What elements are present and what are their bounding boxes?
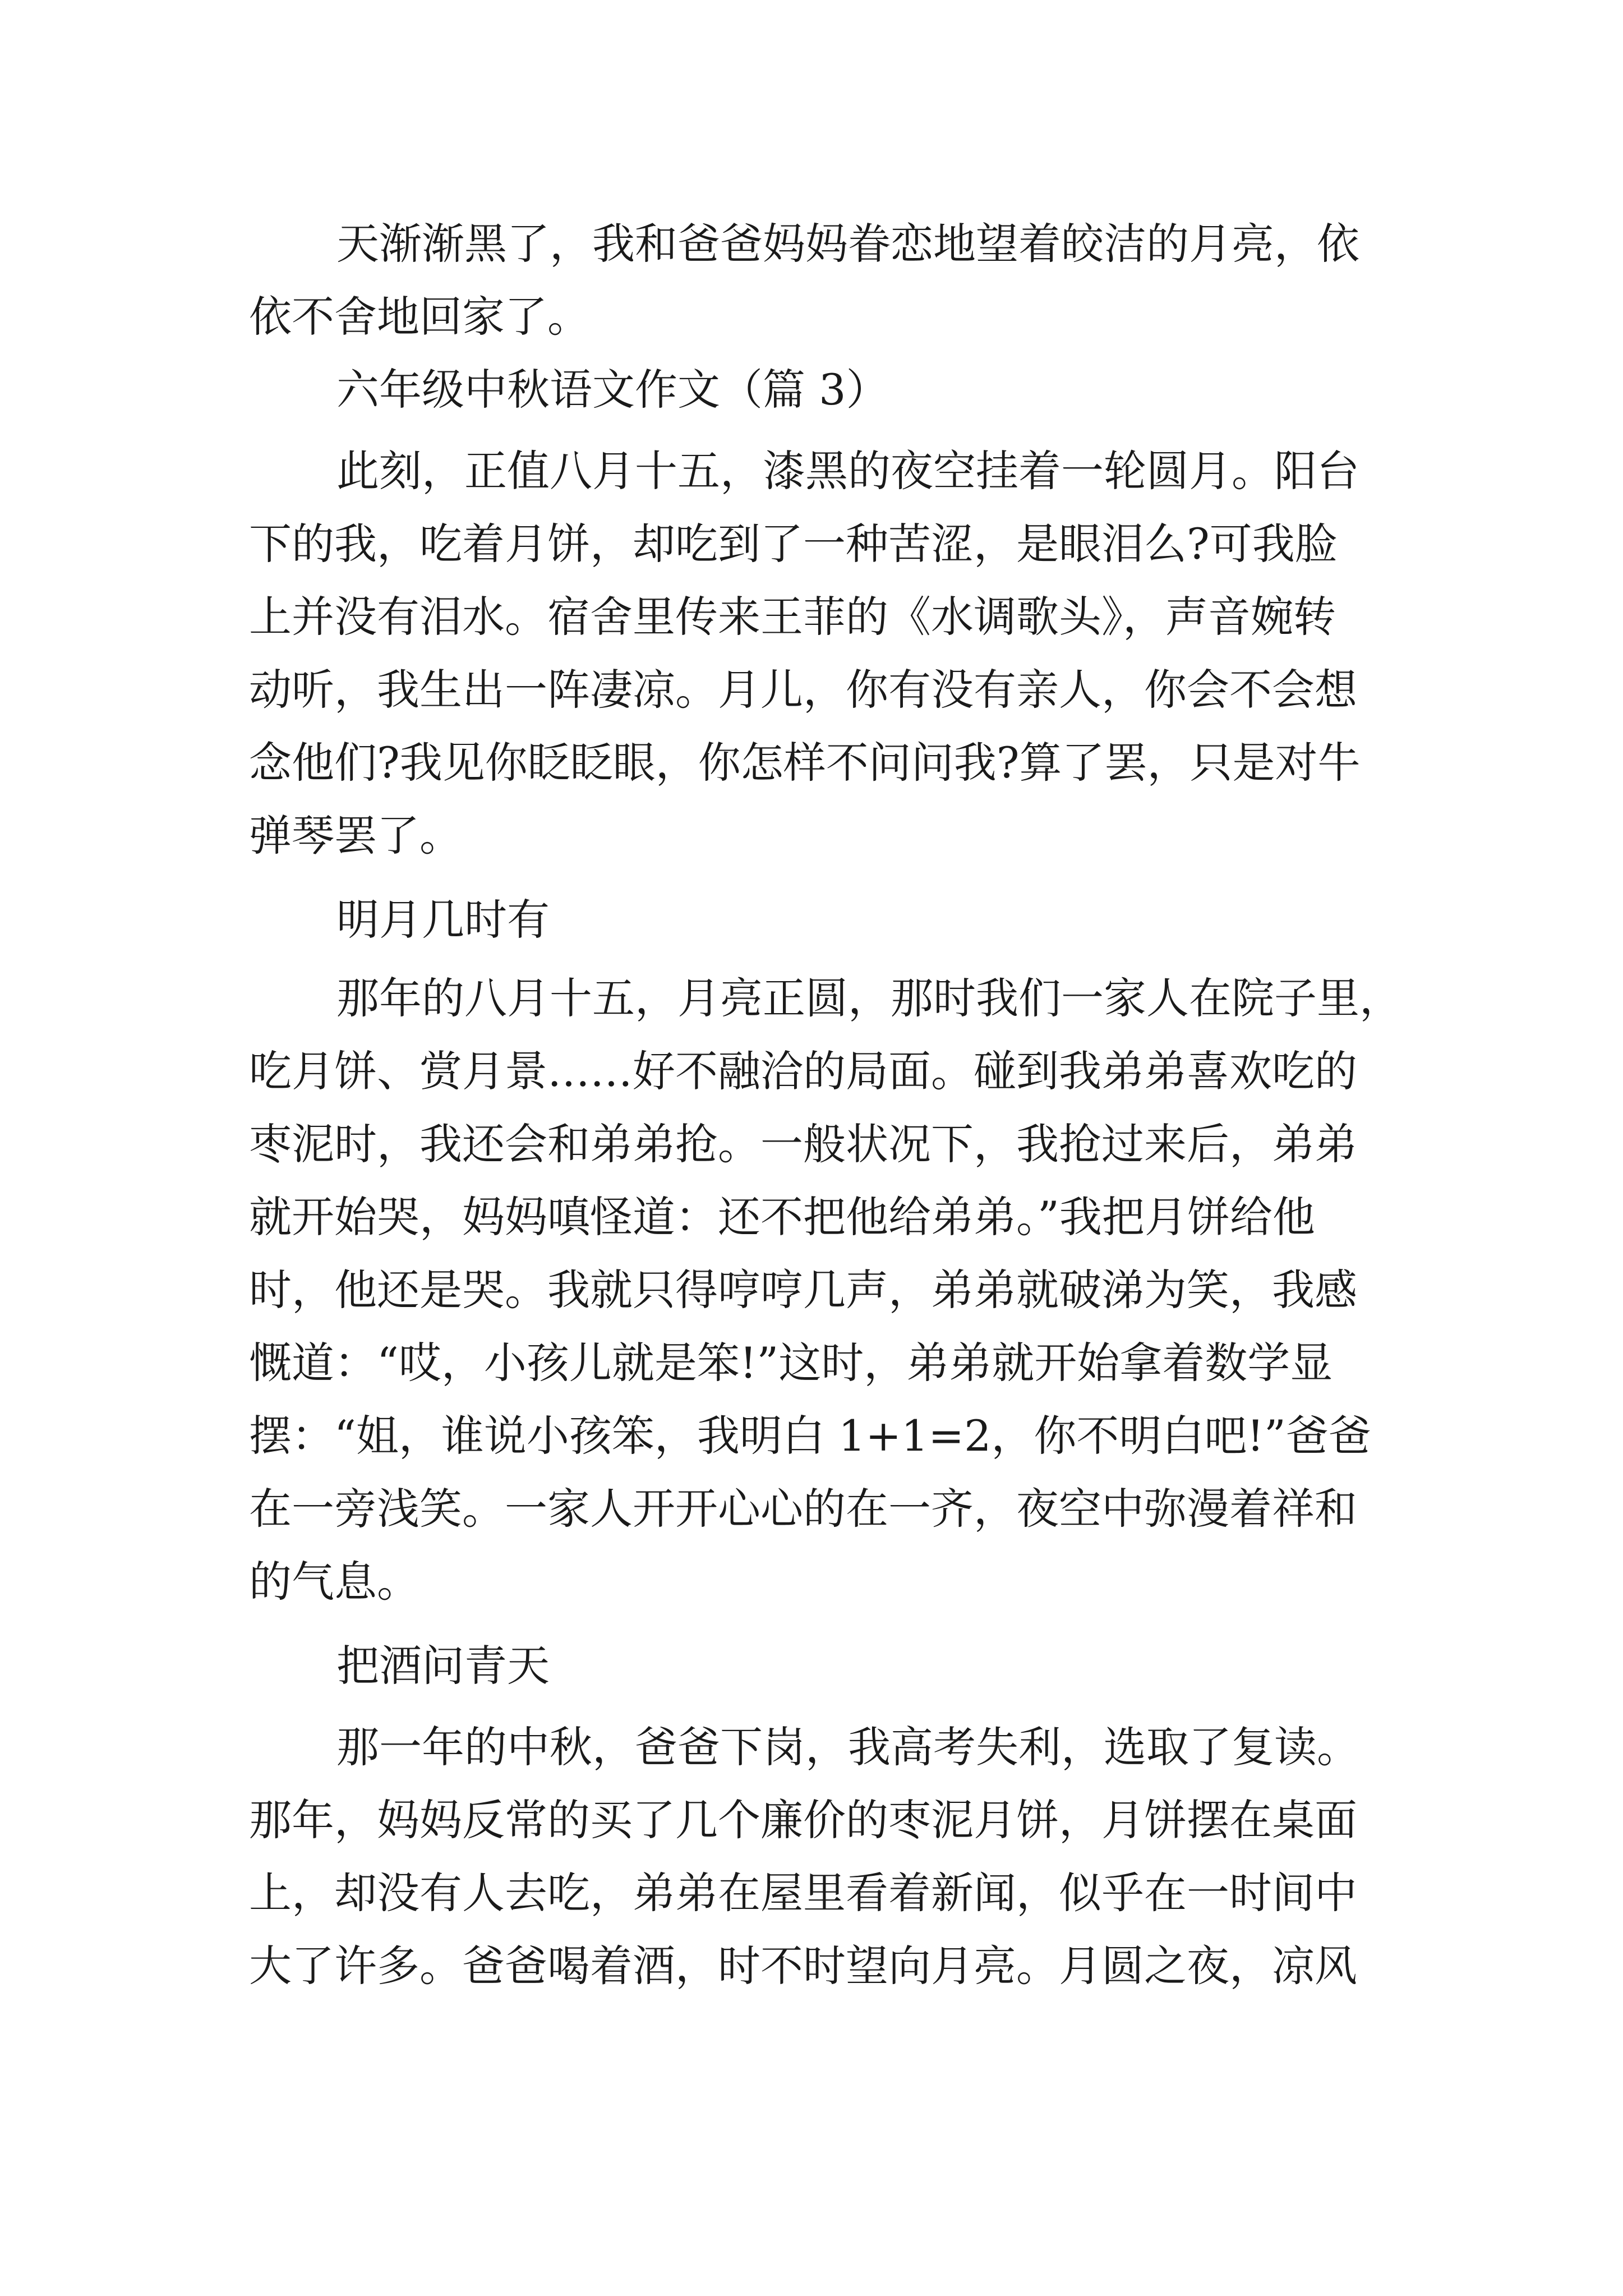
text-line: 念他们?我见你眨眨眼，你怎样不问问我?算了罢，只是对牛 (249, 738, 1361, 788)
text-line: 摆：“姐，谁说小孩笨，我明白 1+1=2，你不明白吧!”爸爸 (249, 1411, 1371, 1461)
text-line: 就开始哭，妈妈嗔怪道：还不把他给弟弟。”我把月饼给他 (249, 1192, 1315, 1242)
text-line: 吃月饼、赏月景……好不融洽的局面。碰到我弟弟喜欢吃的 (249, 1046, 1357, 1096)
text-line: 那年，妈妈反常的买了几个廉价的枣泥月饼，月饼摆在桌面 (249, 1795, 1357, 1845)
text-line: 依不舍地回家了。 (249, 292, 590, 342)
text-line: 在一旁浅笑。一家人开开心心的在一齐，夜空中弥漫着祥和 (249, 1484, 1357, 1534)
text-line: 枣泥时，我还会和弟弟抢。一般状况下，我抢过来后，弟弟 (249, 1119, 1357, 1169)
section-heading: 六年级中秋语文作文（篇 3） (336, 365, 889, 415)
text-line: 时，他还是哭。我就只得哼哼几声，弟弟就破涕为笑，我感 (249, 1265, 1357, 1315)
text-line: 下的我，吃着月饼，却吃到了一种苦涩，是眼泪么?可我脸 (249, 519, 1338, 569)
text-line: 天渐渐黑了，我和爸爸妈妈眷恋地望着皎洁的月亮，依 (336, 219, 1359, 269)
subheading: 明月几时有 (336, 895, 550, 945)
subheading: 把酒问青天 (336, 1641, 550, 1691)
text-line: 那年的八月十五，月亮正圆，那时我们一家人在院子里， (336, 973, 1402, 1023)
text-line: 慨道：“哎，小孩儿就是笨!”这时，弟弟就开始拿着数学显 (249, 1338, 1333, 1388)
text-line: 大了许多。爸爸喝着酒，时不时望向月亮。月圆之夜，凉风 (249, 1941, 1357, 1991)
text-line: 弹琴罢了。 (249, 811, 462, 861)
text-line: 动听，我生出一阵凄凉。月儿，你有没有亲人，你会不会想 (249, 665, 1357, 715)
text-line: 上并没有泪水。宿舍里传来王菲的《水调歌头》，声音婉转 (249, 592, 1336, 642)
text-line: 的气息。 (249, 1557, 419, 1607)
text-line: 上，却没有人去吃，弟弟在屋里看着新闻，似乎在一时间中 (249, 1868, 1357, 1918)
text-line: 那一年的中秋，爸爸下岗，我高考失利，选取了复读。 (336, 1722, 1359, 1772)
text-line: 此刻，正值八月十五，漆黑的夜空挂着一轮圆月。阳台 (336, 446, 1359, 496)
